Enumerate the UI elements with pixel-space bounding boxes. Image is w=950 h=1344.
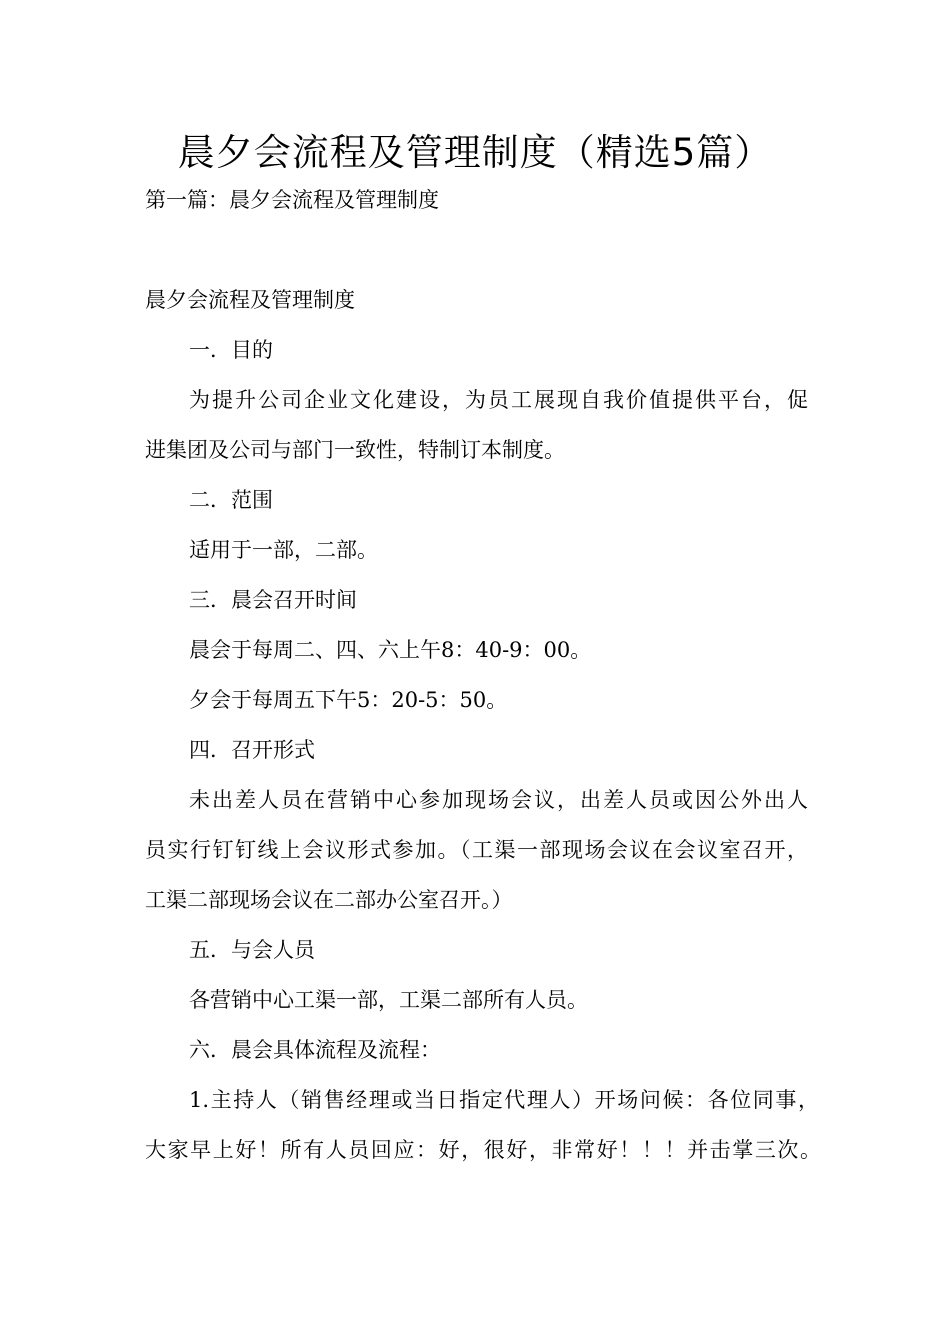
document-subtitle: 第一篇：晨夕会流程及管理制度 [145,188,439,212]
paragraph-line: 工渠二部现场会议在二部办公室召开。） [145,888,513,912]
paragraph-line: 夕会于每周五下午5：20-5：50。 [189,688,508,712]
section-title-scope: 二．范围 [189,488,273,512]
section-heading: 晨夕会流程及管理制度 [145,288,355,312]
section-title-time: 三．晨会召开时间 [189,588,357,612]
section-title-purpose: 一．目的 [189,338,273,362]
paragraph-line: 各营销中心工渠一部，工渠二部所有人员。 [189,988,588,1012]
section-title-format: 四．召开形式 [189,738,315,762]
paragraph-line: 员实行钉钉线上会议形式参加。（工渠一部现场会议在会议室召开， [145,838,808,862]
paragraph-line: 适用于一部，二部。 [189,538,378,562]
paragraph-line: 未出差人员在营销中心参加现场会议，出差人员或因公外出人 [189,788,808,812]
paragraph-line: 1.主持人（销售经理或当日指定代理人）开场问候：各位同事， [189,1088,819,1112]
section-title-attendees: 五．与会人员 [189,938,315,962]
document-title: 晨夕会流程及管理制度（精选5篇） [177,131,773,174]
section-title-process: 六．晨会具体流程及流程： [189,1038,441,1062]
paragraph-line: 进集团及公司与部门一致性，特制订本制度。 [145,438,565,462]
paragraph-line: 为提升公司企业文化建设，为员工展现自我价值提供平台，促 [189,388,808,412]
paragraph-line: 大家早上好！所有人员回应：好，很好，非常好！！！并击掌三次。 [145,1138,821,1162]
paragraph-line: 晨会于每周二、四、六上午8：40-9：00。 [189,638,592,662]
